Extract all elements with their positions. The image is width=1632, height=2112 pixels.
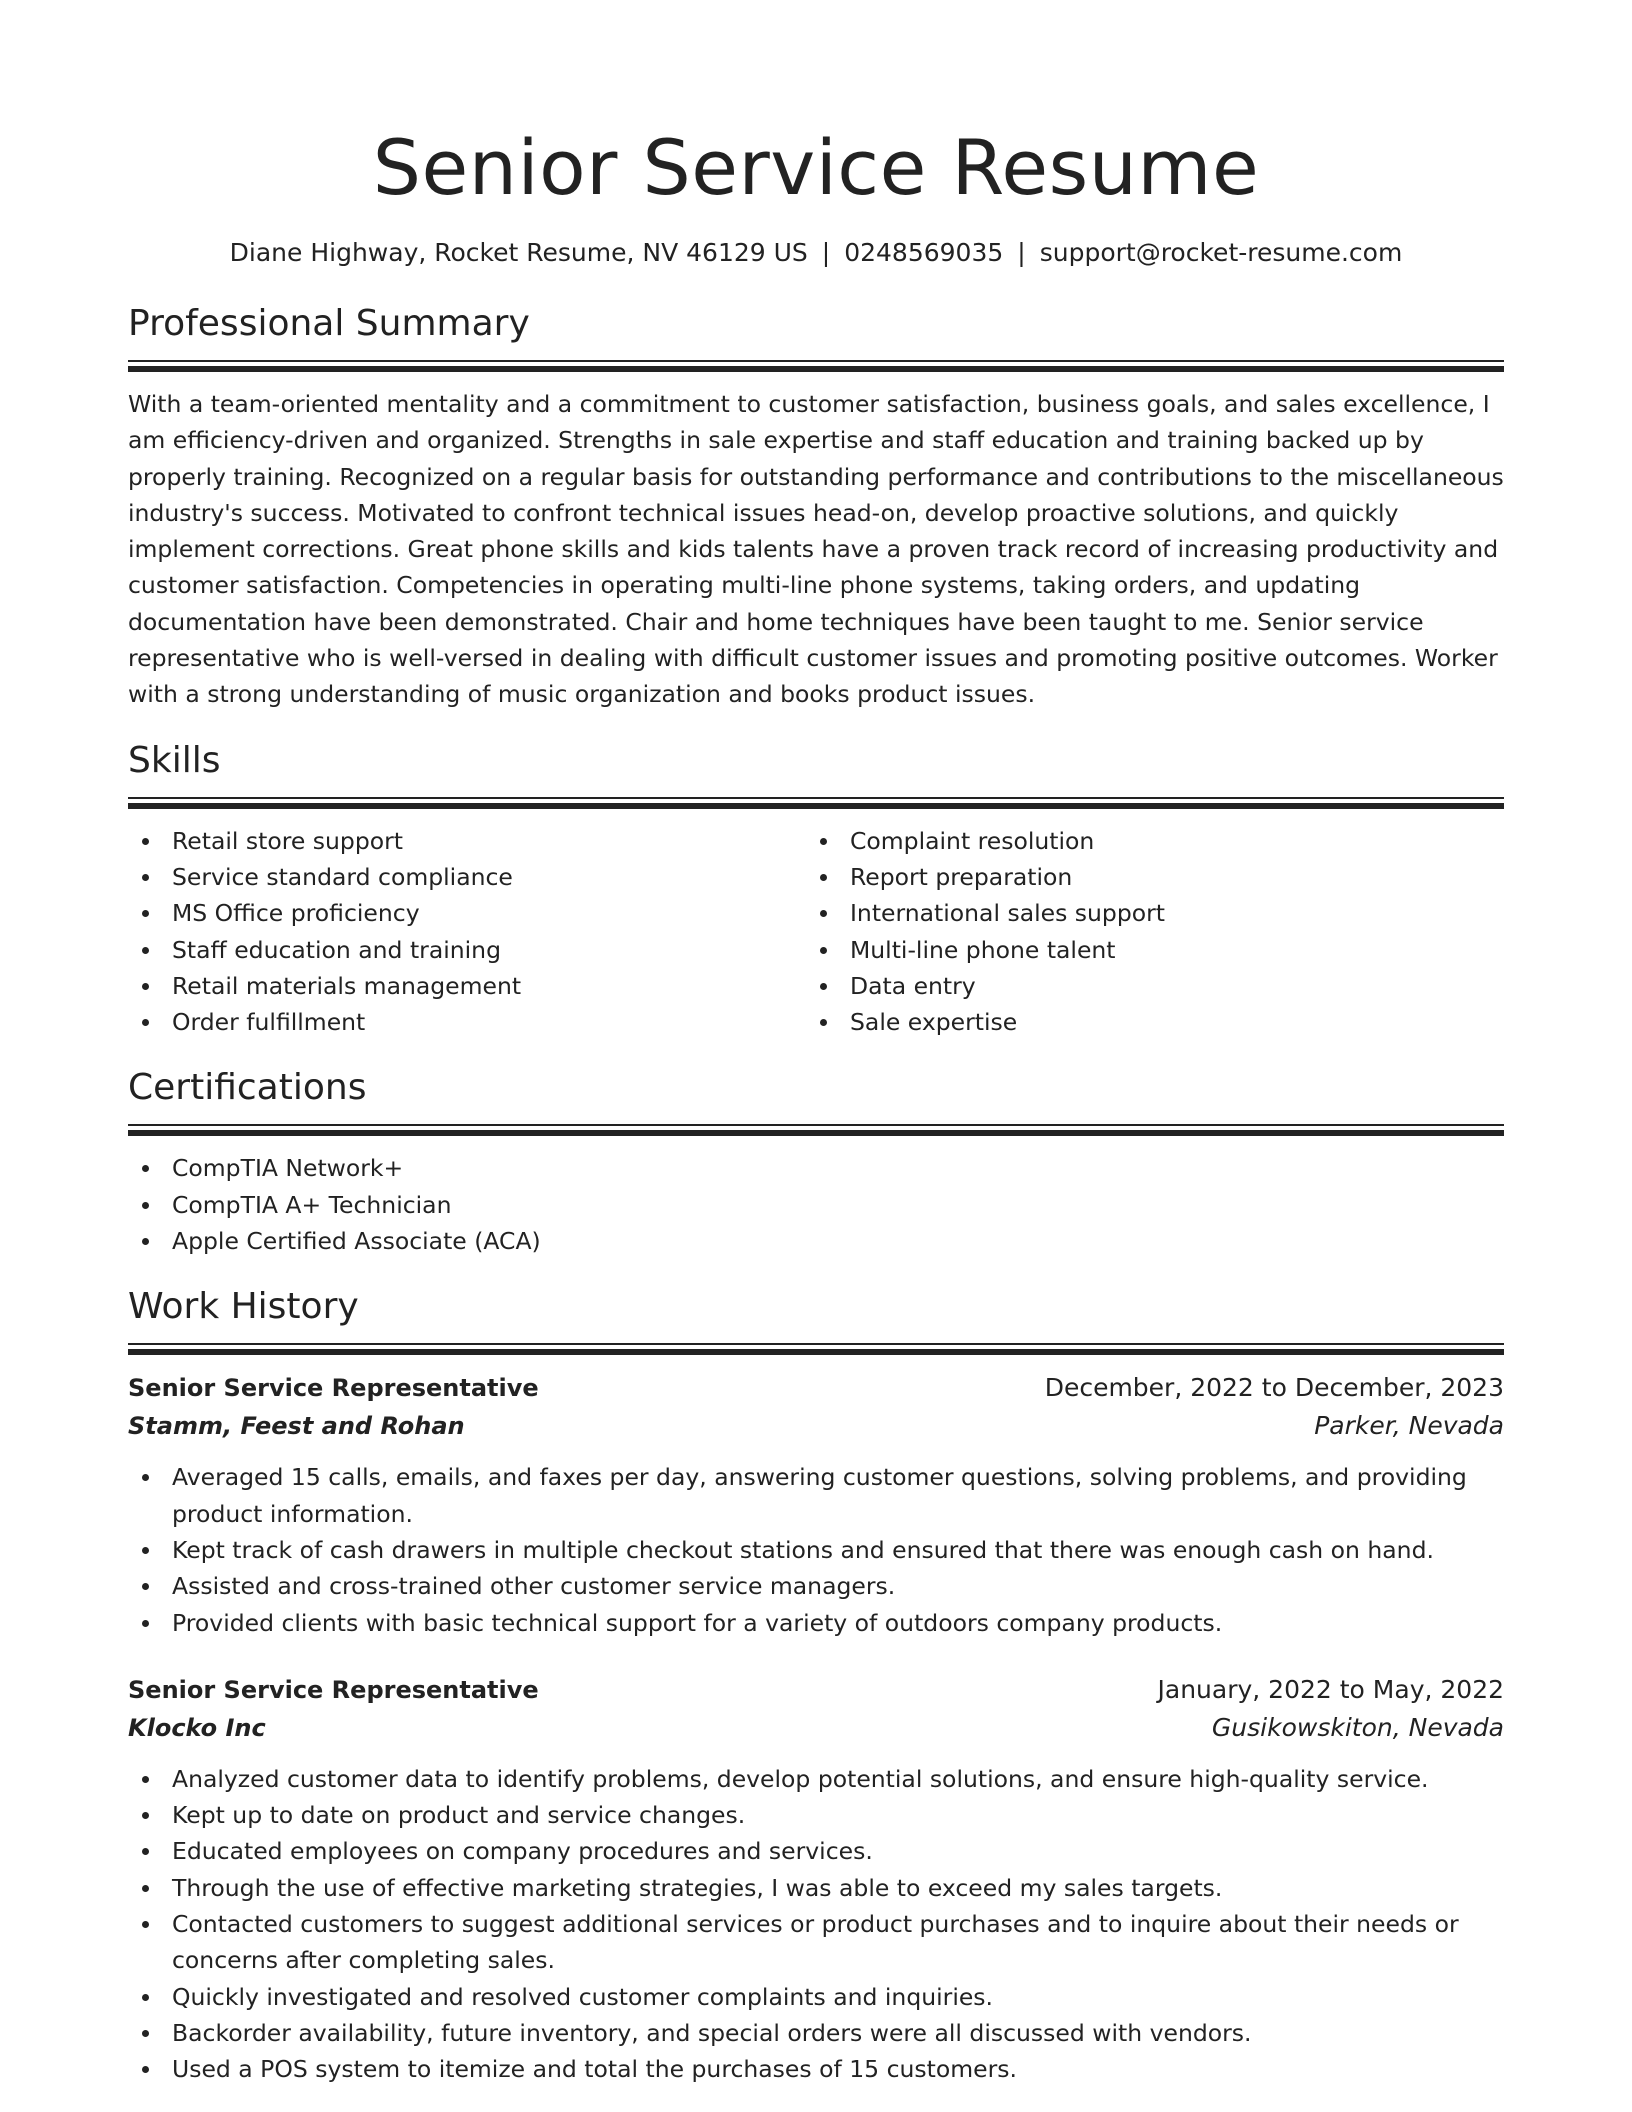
job-bullet: Used a POS system to itemize and total the purchases of 15 customers. [128, 2051, 1504, 2087]
job-dates: December, 2022 to December, 2023 [1044, 1373, 1504, 1403]
resume-title: Senior Service Resume [372, 123, 1260, 212]
job-bullet: Educated employees on company procedures and services. [128, 1833, 1504, 1869]
job-bullet: Provided clients with basic technical support for a variety of outdoors company products. [128, 1605, 1504, 1641]
resume-page [128, 118, 1504, 2088]
skill-item: Complaint resolution [806, 823, 1484, 859]
certification-item: CompTIA A+ Technician [128, 1187, 1504, 1223]
skills-section [128, 737, 1504, 1041]
skill-item: Retail store support [128, 823, 806, 859]
skill-item: Data entry [806, 968, 1484, 1004]
skill-item: MS Office proficiency [128, 895, 806, 931]
section-heading-summary: Professional Summary [128, 303, 530, 344]
skill-item: Report preparation [806, 859, 1484, 895]
job-bullet: Kept track of cash drawers in multiple checkout stations and ensured that there was enough cash on hand. [128, 1532, 1504, 1568]
job-bullet: Averaged 15 calls, emails, and faxes per day, answering customer questions, solving problems, and providing product information. [128, 1459, 1504, 1532]
section-heading-skills: Skills [128, 739, 221, 781]
contact-separator: | [821, 238, 831, 267]
section-divider [128, 797, 1504, 809]
contact-line [128, 236, 1504, 270]
job-entry [128, 1369, 1504, 1640]
skill-item: Service standard compliance [128, 859, 806, 895]
contact-address: Diane Highway, Rocket Resume, NV 46129 US [229, 238, 808, 267]
job-title: Senior Service Representative [128, 1374, 539, 1403]
contact-email: support@rocket-resume.com [1039, 238, 1403, 267]
section-heading-certifications: Certifications [128, 1067, 367, 1109]
work-history-section [128, 1283, 1504, 2087]
skill-item: Order fulfillment [128, 1004, 806, 1040]
skill-item: International sales support [806, 895, 1484, 931]
skills-column-left [128, 823, 806, 1041]
skills-column-right [806, 823, 1484, 1041]
section-heading-work-history: Work History [128, 1286, 359, 1328]
job-bullet: Analyzed customer data to identify problems, develop potential solutions, and ensure high-quality service. [128, 1761, 1504, 1797]
skill-item: Sale expertise [806, 1004, 1484, 1040]
summary-text: With a team-oriented mentality and a commitment to customer satisfaction, business goals, and sales excellence, I am efficiency-driven and organized. Strengths in sale expertise and staff education and training backed up by properly training. Recognized on a regular basis for outstanding performance and contributions to the miscellaneous industry's success. Motivated to confront technical issues head-on, develop proactive solutions, and quickly implement corrections. Great phone skills and kids talents have a proven track record of increasing productivity and customer satisfaction. Competencies in operating multi-line phone systems, taking orders, and updating documentation have been demonstrated. Chair and home techniques have been taught to me. Senior service representative who is well-versed in dealing with difficult customer issues and promoting positive outcomes. Worker with a strong understanding of music organization and books product issues. [128, 390, 1504, 709]
job-entry [128, 1671, 1504, 2088]
skill-item: Staff education and training [128, 932, 806, 968]
job-bullet: Backorder availability, future inventory, and special orders were all discussed with vendors. [128, 2015, 1504, 2051]
section-divider [128, 1343, 1504, 1355]
job-bullet: Assisted and cross-trained other customer service managers. [128, 1568, 1504, 1604]
certification-item: Apple Certified Associate (ACA) [128, 1223, 1504, 1259]
section-divider [128, 360, 1504, 372]
contact-separator: | [1017, 238, 1026, 267]
summary-section [128, 300, 1504, 713]
contact-phone: 0248569035 [844, 238, 1004, 267]
job-company: Klocko Inc [128, 1713, 266, 1742]
skills-grid [128, 823, 1504, 1041]
job-location: Parker, Nevada [1314, 1411, 1504, 1441]
skill-item: Multi-line phone talent [806, 932, 1484, 968]
skill-item: Retail materials management [128, 968, 806, 1004]
job-bullet: Through the use of effective marketing strategies, I was able to exceed my sales targets. [128, 1870, 1504, 1906]
section-divider [128, 1124, 1504, 1136]
job-location: Gusikowskiton, Nevada [1211, 1712, 1504, 1742]
job-company: Stamm, Feest and Rohan [128, 1412, 465, 1441]
job-bullet: Contacted customers to suggest additional services or product purchases and to inquire about their needs or concerns after completing sales. [128, 1906, 1504, 1979]
certification-item: CompTIA Network+ [128, 1150, 1504, 1186]
job-dates: January, 2022 to May, 2022 [1157, 1674, 1504, 1704]
job-bullet: Quickly investigated and resolved customer complaints and inquiries. [128, 1979, 1504, 2015]
job-bullet: Kept up to date on product and service changes. [128, 1797, 1504, 1833]
job-title: Senior Service Representative [128, 1675, 539, 1704]
certifications-section [128, 1064, 1504, 1259]
